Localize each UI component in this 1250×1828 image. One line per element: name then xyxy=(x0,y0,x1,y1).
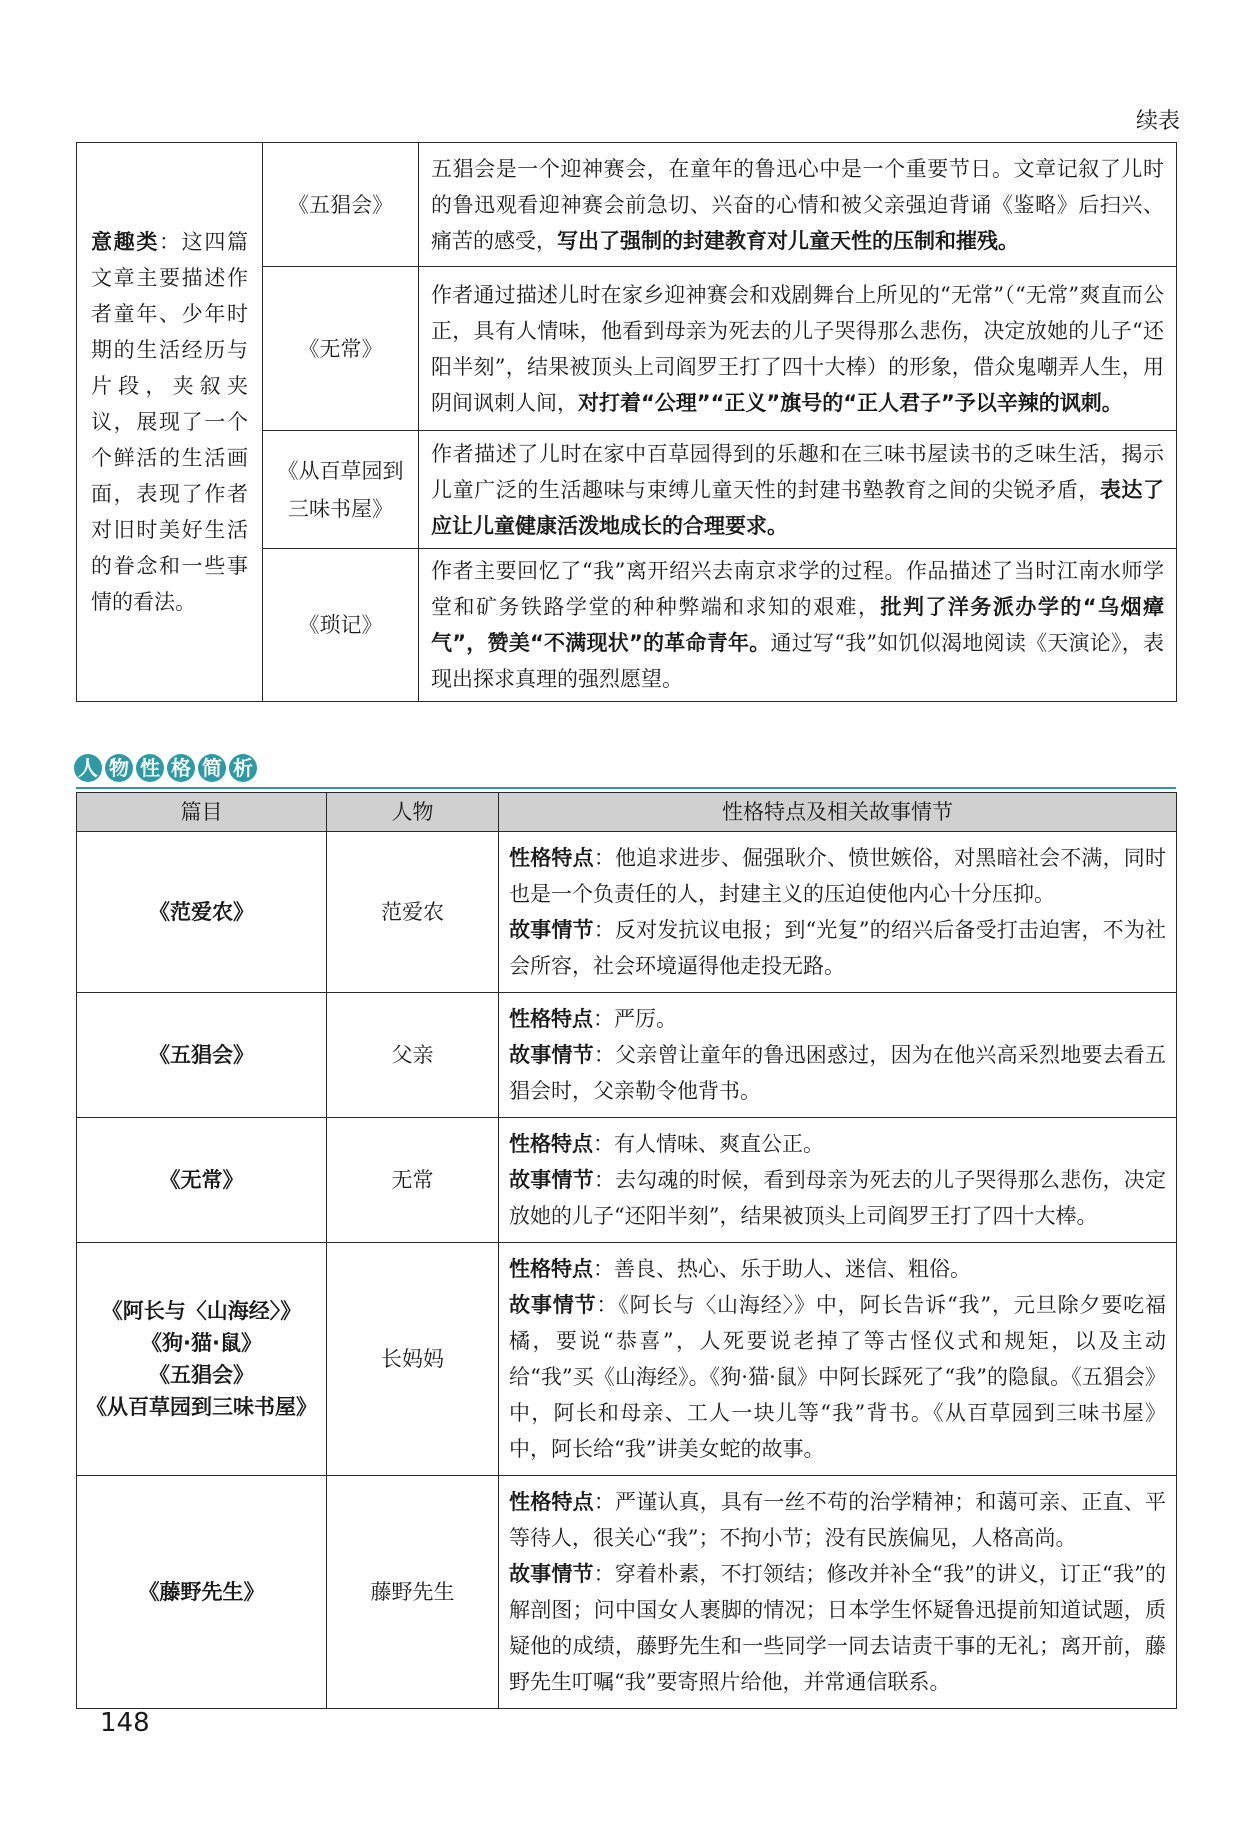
character-analysis-table xyxy=(76,792,1177,1709)
trait-cell: 性格特点：他追求进步、倔强耿介、愤世嫉俗，对黑暗社会不满，同时也是一个负责任的人，封建主义的压迫使他内心十分压抑。 故事情节：反对发抗议电报；到“光复”的绍兴后备受打击迫害，不为社会所容，社会环境逼得他走投无路。 xyxy=(499,832,1177,993)
page-number: 148 xyxy=(100,1708,150,1738)
trait-cell: 性格特点：严谨认真，具有一丝不苟的治学精神；和蔼可亲、正直、平等待人，很关心“我”；不拘小节；没有民族偏见，人格高尚。 故事情节：穿着朴素，不打领结；修改并补全“我”的讲义，订正“我”的解剖图；问中国女人裹脚的情况；日本学生怀疑鲁迅提前知道试题，质疑他的成绩，藤野先生和一些同学一同去诘责干事的无礼；离开前，藤野先生叮嘱“我”要寄照片给他，并常通信联系。 xyxy=(499,1476,1177,1709)
work-description: 作者描述了儿时在家中百草园得到的乐趣和在三味书屋读书的乏味生活，揭示儿童广泛的生活趣味与束缚儿童天性的封建书塾教育之间的尖锐矛盾，表达了应让儿童健康活泼地成长的合理要求。 xyxy=(419,431,1177,549)
table-row xyxy=(77,1476,1177,1709)
table-row xyxy=(77,1243,1177,1476)
person-cell: 藤野先生 xyxy=(327,1476,499,1709)
category-text: ：这四篇文章主要描述作者童年、少年时期的生活经历与片段，夹叙夹议，展现了一个个鲜活的生活画面，表现了作者对旧时美好生活的眷念和一些事情的看法。 xyxy=(91,230,248,614)
work-cell: 《范爱农》 xyxy=(77,832,327,993)
work-title: 《无常》 xyxy=(263,267,419,431)
section-title-char: 物 xyxy=(105,754,133,782)
work-title: 《从百草园到三味书屋》 xyxy=(263,431,419,549)
work-title: 《琐记》 xyxy=(263,549,419,702)
work-description: 作者主要回忆了“我”离开绍兴去南京求学的过程。作品描述了当时江南水师学堂和矿务铁路学堂的种种弊端和求知的艰难，批判了洋务派办学的“乌烟瘴气”，赞美“不满现状”的革命青年。通过写“我”如饥似渴地阅读《天演论》，表现出探求真理的强烈愿望。 xyxy=(419,549,1177,702)
column-header: 性格特点及相关故事情节 xyxy=(499,793,1177,832)
table-row xyxy=(77,143,1177,267)
trait-cell: 性格特点：严厉。 故事情节：父亲曾让童年的鲁迅困惑过，因为在他兴高采烈地要去看五猖会时，父亲勒令他背书。 xyxy=(499,993,1177,1118)
category-label: 意趣类 xyxy=(91,230,159,254)
continued-label: 续表 xyxy=(1135,109,1180,134)
person-cell: 长妈妈 xyxy=(327,1243,499,1476)
section-title-char: 析 xyxy=(229,754,257,782)
section-title xyxy=(74,754,257,786)
section-title-char: 性 xyxy=(136,754,164,782)
person-cell: 无常 xyxy=(327,1118,499,1243)
work-cell: 《藤野先生》 xyxy=(77,1476,327,1709)
section-title-char: 格 xyxy=(167,754,195,782)
works-summary-table xyxy=(76,142,1177,702)
table-row xyxy=(77,832,1177,993)
trait-cell: 性格特点：有人情味、爽直公正。 故事情节：去勾魂的时候，看到母亲为死去的儿子哭得那么悲伤，决定放她的儿子“还阳半刻”，结果被顶头上司阎罗王打了四十大棒。 xyxy=(499,1118,1177,1243)
table-row xyxy=(77,993,1177,1118)
column-header: 篇目 xyxy=(77,793,327,832)
work-cell: 《阿长与〈山海经〉》 《狗·猫·鼠》 《五猖会》 《从百草园到三味书屋》 xyxy=(77,1243,327,1476)
section-divider xyxy=(76,787,1176,789)
column-header: 人物 xyxy=(327,793,499,832)
trait-cell: 性格特点：善良、热心、乐于助人、迷信、粗俗。 故事情节：《阿长与〈山海经〉》中，阿长告诉“我”，元旦除夕要吃福橘，要说“恭喜”，人死要说老掉了等古怪仪式和规矩，以及主动给“我”买《山海经》。《狗·猫·鼠》中阿长踩死了“我”的隐鼠。《五猖会》中，阿长和母亲、工人一块儿等“我”背书。《从百草园到三味书屋》中，阿长给“我”讲美女蛇的故事。 xyxy=(499,1243,1177,1476)
section-title-char: 简 xyxy=(198,754,226,782)
work-description: 五猖会是一个迎神赛会，在童年的鲁迅心中是一个重要节日。文章记叙了儿时的鲁迅观看迎神赛会前急切、兴奋的心情和被父亲强迫背诵《鉴略》后扫兴、痛苦的感受，写出了强制的封建教育对儿童天性的压制和摧残。 xyxy=(419,143,1177,267)
work-description: 作者通过描述儿时在家乡迎神赛会和戏剧舞台上所见的“无常”（“无常”爽直而公正，具有人情味，他看到母亲为死去的儿子哭得那么悲伤，决定放她的儿子“还阳半刻”，结果被顶头上司阎罗王打了四十大棒）的形象，借众鬼嘲弄人生，用阴间讽刺人间，对打着“公理”“正义”旗号的“正人君子”予以辛辣的讽刺。 xyxy=(419,267,1177,431)
section-title-char: 人 xyxy=(74,754,102,782)
work-title: 《五猖会》 xyxy=(263,143,419,267)
work-cell: 《无常》 xyxy=(77,1118,327,1243)
table-header-row xyxy=(77,793,1177,832)
work-cell: 《五猖会》 xyxy=(77,993,327,1118)
category-cell xyxy=(77,143,263,702)
person-cell: 父亲 xyxy=(327,993,499,1118)
person-cell: 范爱农 xyxy=(327,832,499,993)
table-row xyxy=(77,1118,1177,1243)
